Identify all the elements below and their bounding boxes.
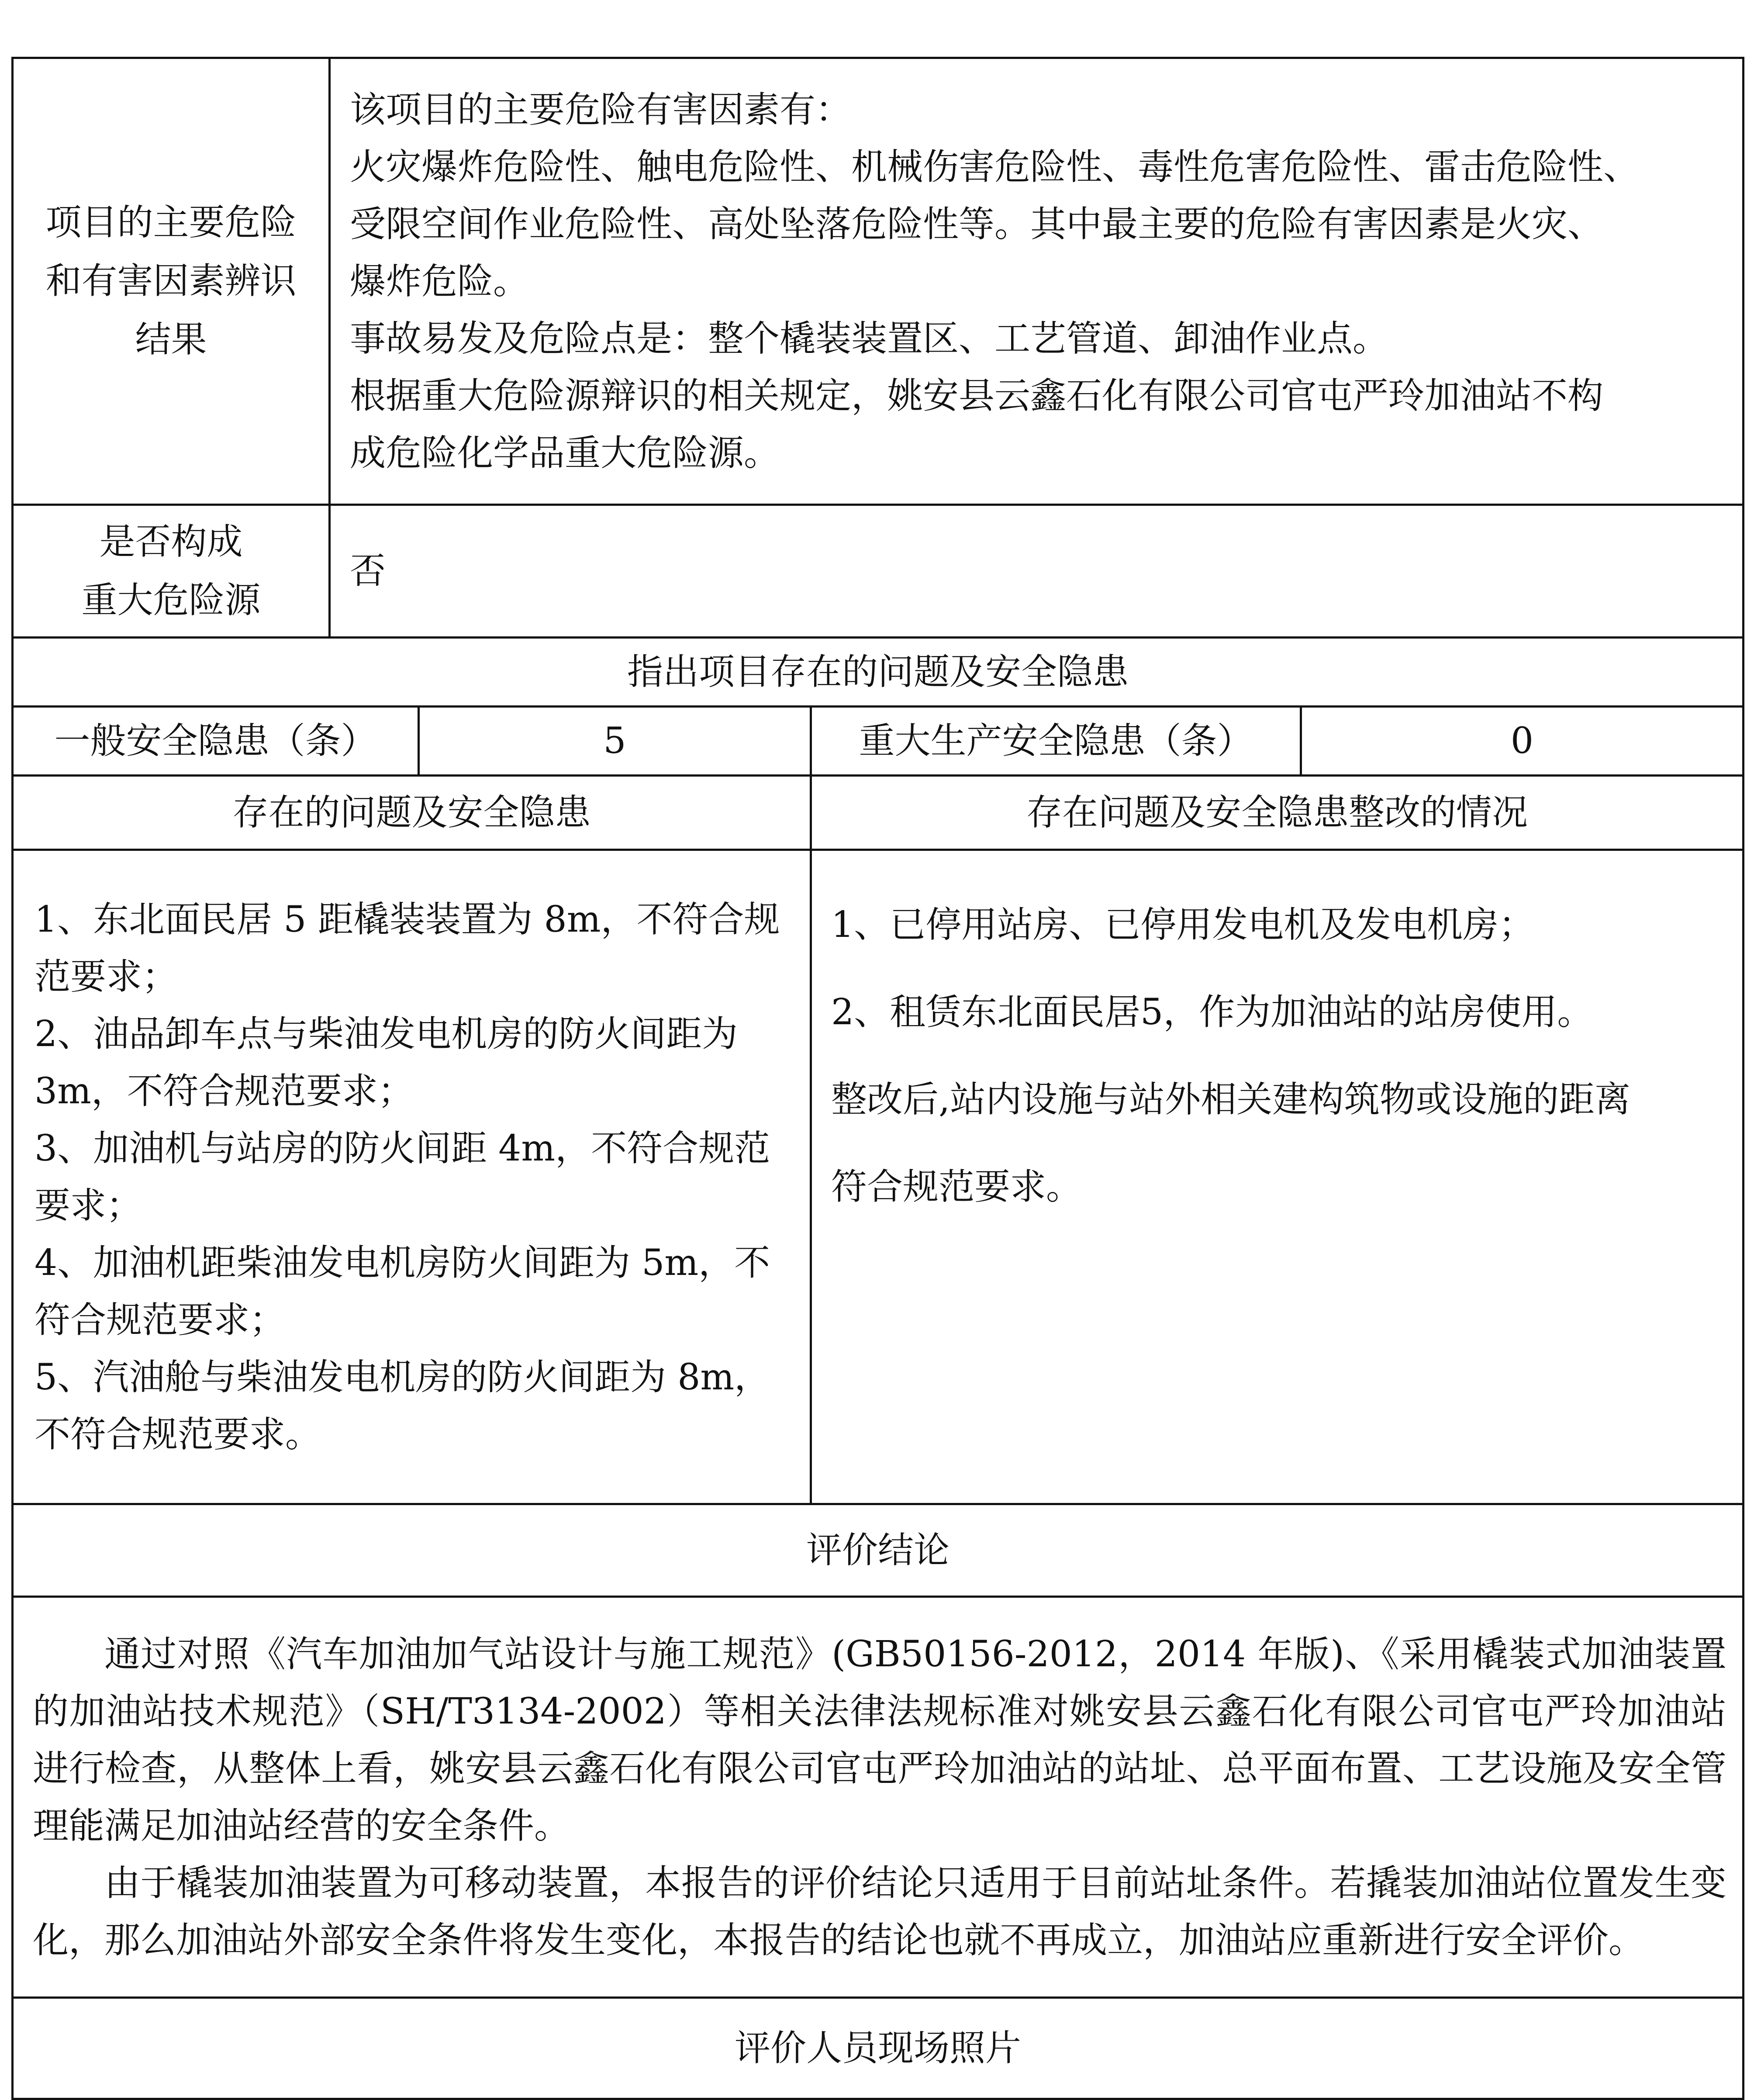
general-hazard-count: 5 [419, 707, 811, 776]
major-hazard-row [13, 505, 1744, 638]
general-hazard-label: 一般安全隐患（条） [13, 707, 419, 776]
problem-line: 符合规范要求； [35, 1299, 286, 1341]
hazard-label-line: 结果 [135, 319, 207, 360]
problem-line: 3m，不符合规范要求； [35, 1070, 414, 1112]
problem-line: 要求； [35, 1185, 142, 1226]
hazard-content-line: 根据重大危险源辩识的相关规定，姚安县云鑫石化有限公司官屯严玲加油站不构 [350, 375, 1604, 417]
problems-row [13, 850, 1744, 1504]
problems-cell [13, 850, 811, 1504]
problem-line: 1、东北面民居 5 距橇装装置为 8m，不符合规 [35, 898, 780, 940]
evaluation-table [11, 57, 1744, 2100]
problem-line: 范要求； [35, 956, 178, 998]
counts-row [13, 707, 1744, 776]
conclusion-body-row [13, 1597, 1744, 1998]
hazard-label-line: 和有害因素辨识 [45, 260, 297, 302]
hazard-row [13, 58, 1744, 505]
problems-column-header: 存在的问题及安全隐患 [13, 776, 811, 850]
hazard-content-line: 事故易发及危险点是：整个橇装装置区、工艺管道、卸油作业点。 [350, 318, 1389, 359]
rectification-line: 整改后,站内设施与站外相关建构筑物或设施的距离 [831, 1079, 1631, 1120]
photos-header-row [13, 1998, 1744, 2099]
problem-line: 5、汽油舱与柴油发电机房的防火间距为 8m， [35, 1356, 770, 1398]
major-hazard-count: 0 [1301, 707, 1744, 776]
hazard-label-line: 项目的主要危险 [45, 202, 297, 243]
rectification-column-header: 存在问题及安全隐患整改的情况 [811, 776, 1744, 850]
major-hazard-value: 否 [350, 550, 386, 592]
hazard-content-cell [330, 58, 1744, 505]
major-hazard-label-line: 重大危险源 [81, 579, 261, 621]
conclusion-body-cell [13, 1597, 1744, 1998]
problem-line: 3、加油机与站房的防火间距 4m，不符合规范 [35, 1127, 770, 1169]
problem-line: 2、油品卸车点与柴油发电机房的防火间距为 [35, 1013, 738, 1055]
conclusion-paragraph: 通过对照《汽车加油加气站设计与施工规范》(GB50156-2012，2014 年版)、《采用橇装式加油装置的加油站技术规范》（SH/T3134-2002）等相关法律法规标准对姚安县云鑫石化有限公司官屯严玲加油站进行检查，从整体上看，姚安县云鑫石化有限公司官屯严玲加油站的站址、总平面布置、工艺设施及安全管理能满足加油站经营的安全条件。 [33, 1633, 1727, 1847]
conclusion-paragraph: 由于橇装加油装置为可移动装置，本报告的评价结论只适用于目前站址条件。若撬装加油站位置发生变化，那么加油站外部安全条件将发生变化，本报告的结论也就不再成立，加油站应重新进行安全评价。 [33, 1862, 1727, 1961]
photos-header: 评价人员现场照片 [13, 1998, 1744, 2099]
rectification-line: 2、租赁东北面民居5，作为加油站的站房使用。 [831, 991, 1593, 1033]
hazard-content-line: 受限空间作业危险性、高处坠落危险性等。其中最主要的危险有害因素是火灾、 [350, 203, 1604, 245]
issues-header: 指出项目存在的问题及安全隐患 [13, 638, 1744, 707]
columns-header-row [13, 776, 1744, 850]
major-hazard-label-cell [13, 505, 330, 638]
hazard-label-cell [13, 58, 330, 505]
hazard-content-line: 爆炸危险。 [350, 260, 529, 302]
conclusion-header: 评价结论 [13, 1504, 1744, 1597]
problem-line: 4、加油机距柴油发电机房防火间距为 5m，不 [35, 1242, 770, 1284]
hazard-content-line: 该项目的主要危险有害因素有： [350, 89, 852, 131]
rectification-cell [811, 850, 1744, 1504]
rectification-line: 符合规范要求。 [831, 1166, 1082, 1208]
rectification-line: 1、已停用站房、已停用发电机及发电机房； [831, 904, 1535, 946]
hazard-content-line: 成危险化学品重大危险源。 [350, 432, 780, 474]
problem-line: 不符合规范要求。 [35, 1413, 321, 1455]
conclusion-header-row [13, 1504, 1744, 1597]
hazard-content-line: 火灾爆炸危险性、触电危险性、机械伤害危险性、毒性危害危险性、雷击危险性、 [350, 146, 1640, 188]
major-hazard-count-label: 重大生产安全隐患（条） [811, 707, 1301, 776]
major-hazard-value-cell [330, 505, 1744, 638]
major-hazard-label-line: 是否构成 [99, 521, 243, 563]
issues-header-row [13, 638, 1744, 707]
